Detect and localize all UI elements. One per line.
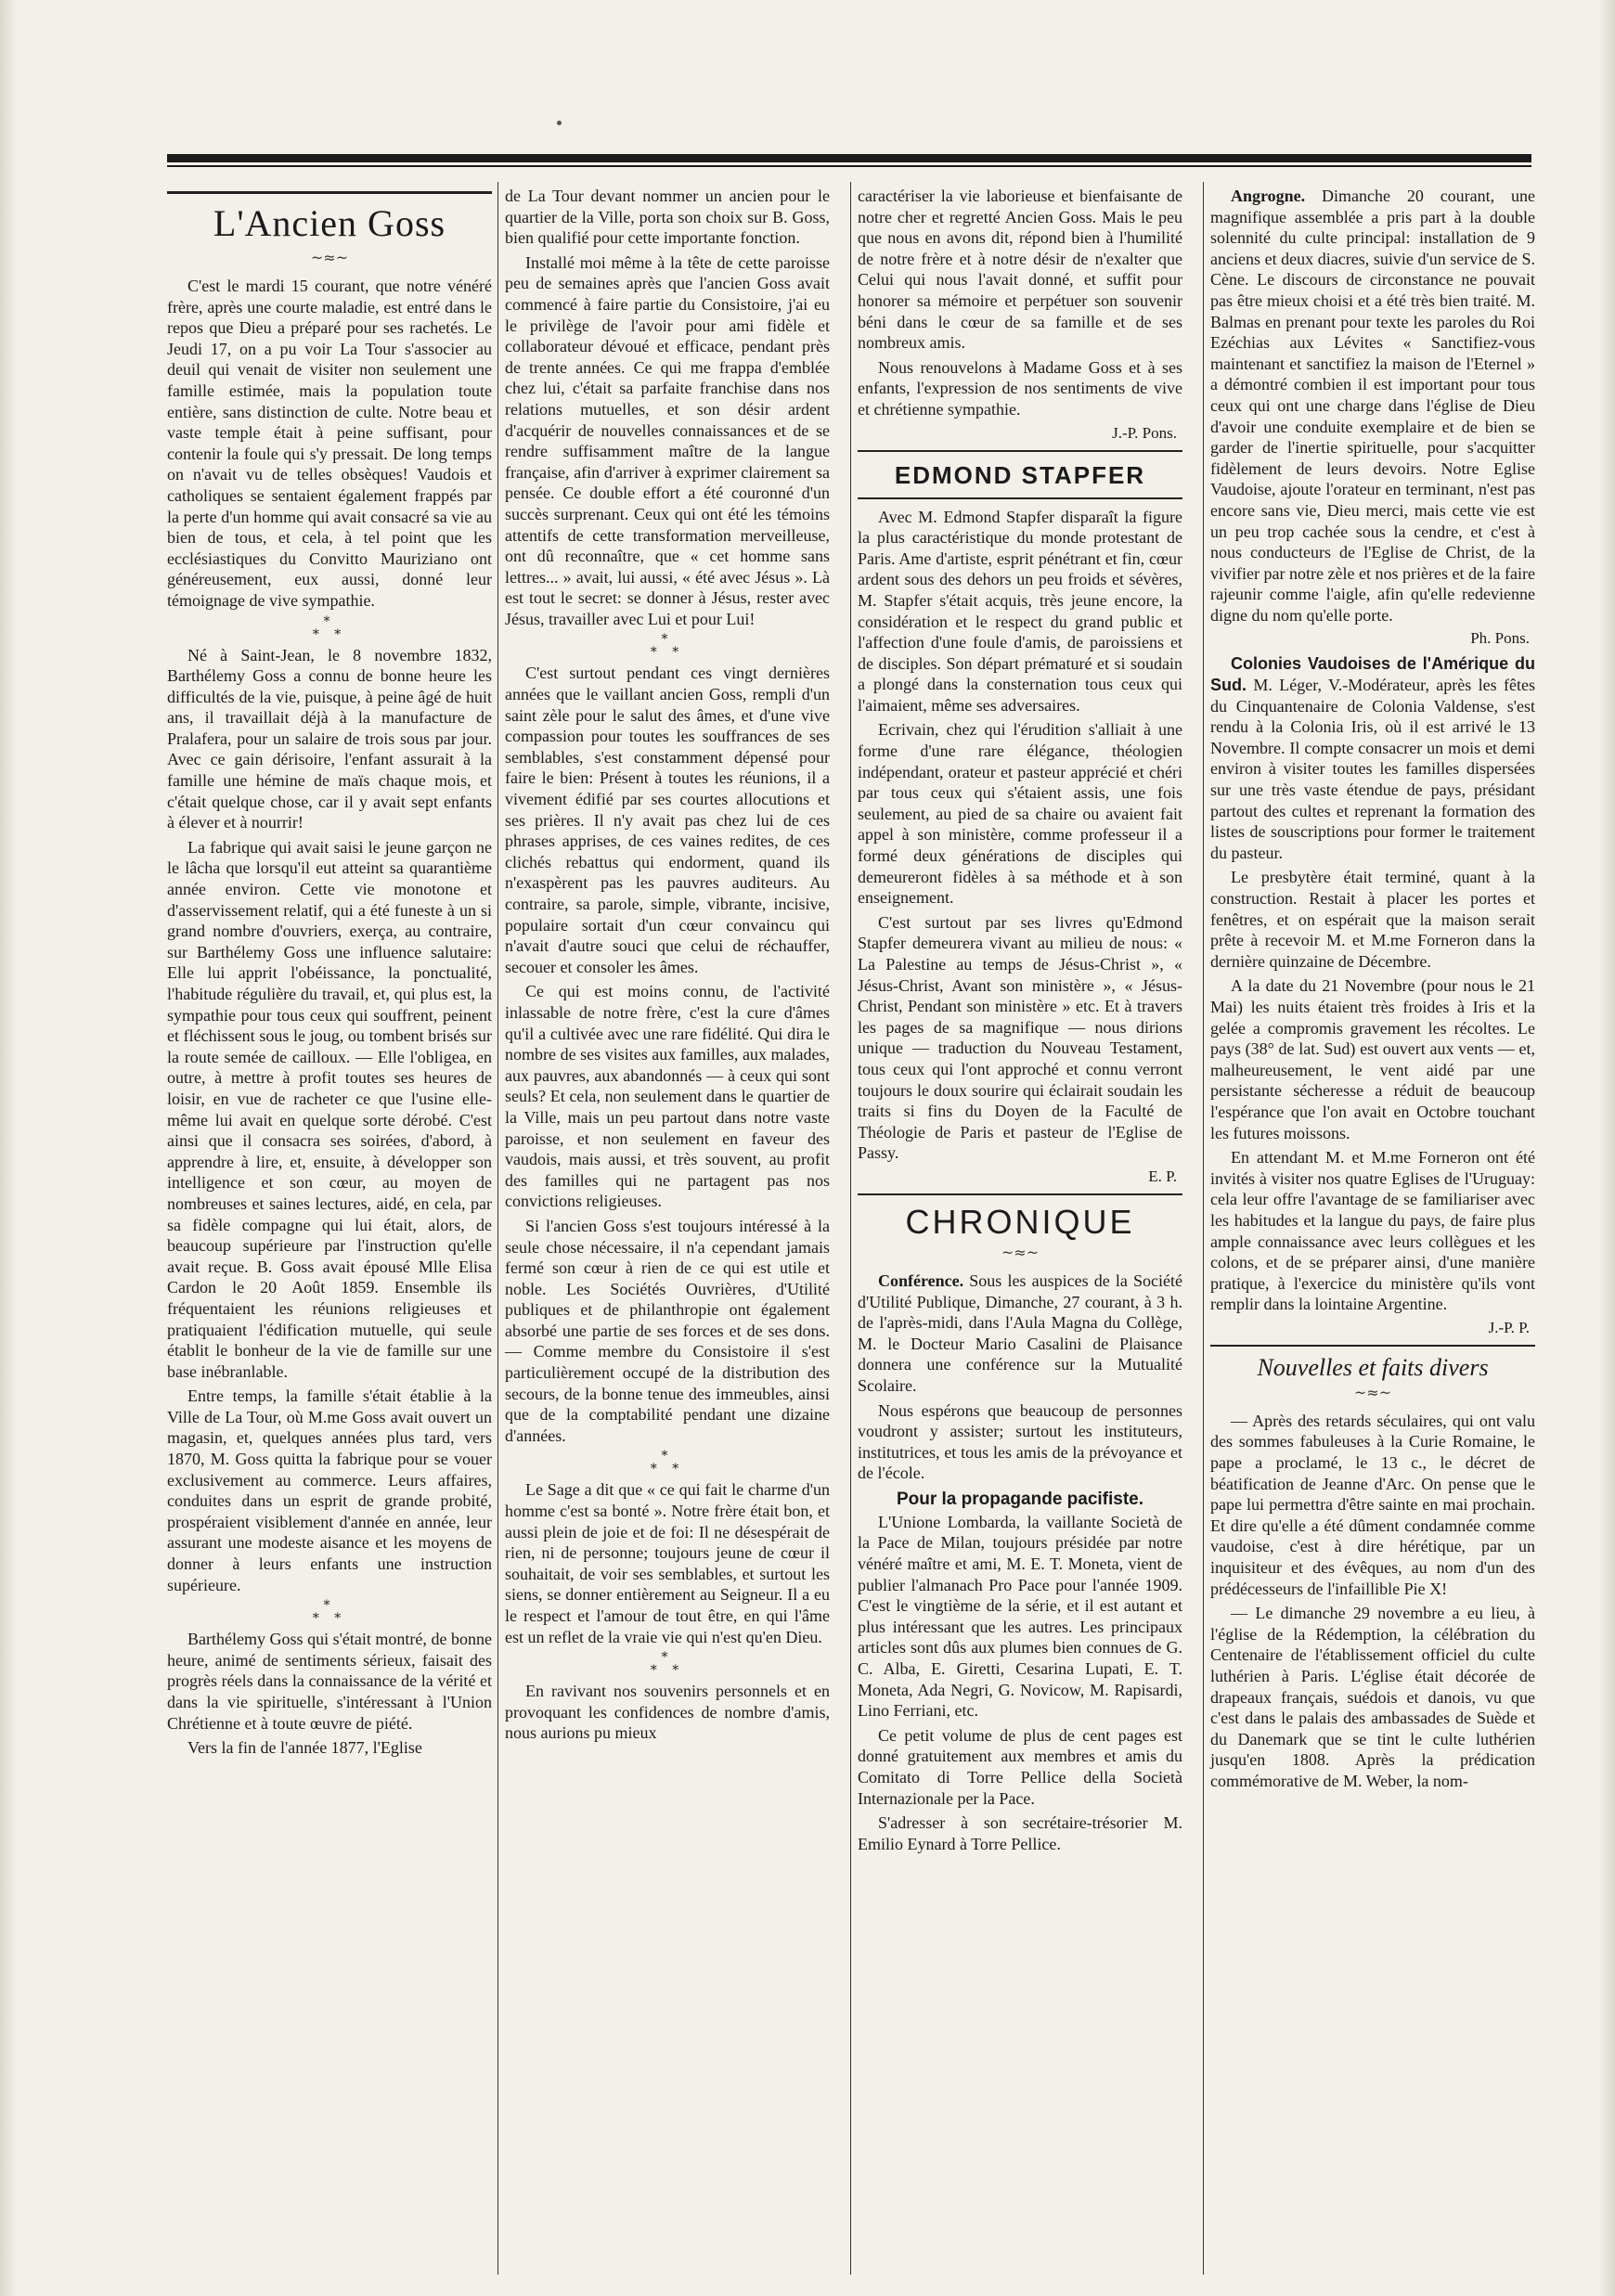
column-divider — [1203, 182, 1204, 2275]
paragraph: caractériser la vie laborieuse et bienfaisante de notre cher et regretté Ancien Goss. Mais le peu que nous en avons dit, répond bien à l'humilité de notre frère et à notre désir de n'exalter que Celui qui nous l'avait donné, et suffit pour honorer sa mémoire et perpétuer son souvenir béni dans le cœur de sa famille et de ses nombreux amis. — [858, 187, 1182, 353]
asterism: * * * — [650, 1650, 685, 1679]
asterism: * * * — [650, 1449, 685, 1477]
paragraph-text: M. Léger, V.-Modérateur, après les fêtes du Cinquantenaire de Colonia Valdense, s'est rendu à la Colonia Iris, où il est arrivé le 13 Novembre. Il compte consacrer un mois et demi environ à visiter toutes les familles dispersées sur une très vaste étendue de pays, présidant partout des cultes et reprenant la formation des listes de souscriptions pour former le traitement du pasteur. — [1210, 676, 1535, 862]
top-rule-thin — [167, 165, 1531, 167]
ink-speck — [557, 121, 562, 125]
column-divider — [850, 182, 851, 2275]
paragraph: Le presbytère était terminé, quant à la construction. Restait à placer les portes et fenêtres, et on espérait que la maison serait prête à recevoir M. et M.me Forneron dans la dernière quinzaine de Décembre. — [1210, 868, 1535, 971]
paragraph: Le Sage a dit que « ce qui fait le charme d'un homme c'est sa bonté ». Notre frère était bon, et aussi plein de joie et de foi: Il ne désespérait de rien, ni de personne; toujours jeune de cœur il souhaitait, de voir ses semblables, et surtout les siens, se donner entièrement au Seigneur. Il a eu le respect et l'amour de tout être, en qui l'âme est un reflet de la vraie vie qui n'est qu'en Dieu. — [505, 1480, 830, 1646]
page-edge-right — [1598, 0, 1615, 2296]
section-title-chronique: CHRONIQUE — [905, 1202, 1135, 1241]
page-edge-left — [0, 0, 17, 2296]
asterism: * * * — [312, 1598, 347, 1627]
paragraph: C'est le mardi 15 courant, que notre vénéré frère, après une courte maladie, est entré dans le repos que Dieu a préparé pour ses rachetés. Le Jeudi 17, on a pu voir La Tour s'associer au deuil qui venait de visiter non seulement une famille estimée, mais la population toute entière, sans distinction de culte. Notre beau et vaste temple était à peine suffisant, pour contenir la foule qui s'y pressait. De long temps on n'avait vu de telles obsèques! Vaudois et catholiques se sentaient également frappés par la perte d'un homme qui avait consacré sa vie au bien de tous, et cela, à tel point que les ecclésiastiques du Convitto Mauriziano ont généreusement, eux aussi, donné leur témoignage de vive sympathie. — [167, 277, 492, 610]
paragraph: — Le dimanche 29 novembre a eu lieu, à l'église de la Rédemption, la célébration du Centenaire de l'établissement officiel du culte luthérien à Paris. L'église était décorée de drapeaux français, suédois et danois, vu que c'est dans le palais des ambassades de Suède et du Danemark que se tint le culte luthérien jusqu'en 1808. Après la prédication commémorative de M. Weber, la nom- — [1210, 1604, 1535, 1790]
paragraph: Installé moi même à la tête de cette paroisse peu de semaines après que l'ancien Goss avait commencé à faire partie du Consistoire, j'ai eu le privilège de l'avoir pour ami fidèle et collaborateur dévoué et efficace, pendant près de trente années. Ce qui me frappa d'emblée chez lui, c'était sa parfaite franchise dans nos relations mutuelles, et son désir ardent d'acquérir de nouvelles connaissances et de se rendre suffisamment maître de la langue française, afin d'arriver à exprimer clairement sa pensée. Ce double effort a été couronné d'un succès surprenant. Ceux qui ont été les témoins attentifs de cette transformation merveilleuse, ont dû reconnaître, que « cet homme sans lettres... » avait, lui aussi, « été avec Jésus ». Là est tout le secret: se donner à Jésus, rester avec Jésus, travailler avec Lui et pour Lui! — [505, 252, 830, 628]
paragraph — [858, 1271, 1182, 1397]
paragraph: Avec M. Edmond Stapfer disparaît la figure la plus caractéristique du monde protestant de Paris. Ame d'artiste, esprit pénétrant et fin, cœur ardent sous des dehors un peu froids et sévères, M. Stapfer s'était acquis, très jeune encore, la considération et le respect du grand public et l'affection d'une foule d'amis, de paroissiens et de disciples. Son départ prématuré et si soudain a plongé dans la consternation tous ceux qui l'aimaient, même ses adversaires. — [858, 507, 1182, 715]
asterism: * * * — [312, 613, 347, 642]
paragraph: S'adresser à son secrétaire-trésorier M. Emilio Eynard à Torre Pellice. — [858, 1813, 1182, 1853]
paragraph: A la date du 21 Novembre (pour nous le 21 Mai) les nuits étaient très froides à Iris et la gelée a compromis gravement les récoltes. Le pays (38° de lat. Sud) est ouvert aux vents — et, malheureusement, le vent aidé par une persistante sécheresse a réduit de beaucoup l'espérance que l'on avait en Octobre touchant les futures moissons. — [1210, 976, 1535, 1142]
top-rule — [167, 154, 1531, 162]
section-rule — [858, 450, 1182, 452]
paragraph: C'est surtout pendant ces vingt dernières années que le vaillant ancien Goss, rempli d'un saint zèle pour le salut des âmes, et d'une vive compassion pour toutes les souffrances de ses semblables, s'est constamment dépensé pour faire le bien: Présent à toutes les réunions, il a vivement édifié par ses courtes allocutions et ses prières. Il n'y avait pas chez lui de ces phrases apprises, de ces vaines redites, de ces clichés rebattus qui endorment, quand ils n'exaspèrent pas les pauvres auditeurs. Au contraire, sa parole, simple, vibrante, incisive, populaire sortait d'un cœur convaincu qui n'avait d'autre souci que celui de réchauffer, secouer et consoler les âmes. — [505, 664, 830, 976]
column-divider — [497, 182, 498, 2275]
paragraph: En ravivant nos souvenirs personnels et en provoquant les confidences de nombre d'amis, nous aurions pu mieux — [505, 1682, 830, 1743]
paragraph: Entre temps, la famille s'était établie à la Ville de La Tour, où M.me Goss avait ouvert un magasin, et, quelques années plus tard, vers 1870, M. Goss quitta la fabrique pour se vouer exclusivement au commerce. Leurs affaires, conduites dans un esprit de grande probité, prospéraient visiblement d'année en année, leur assurant une modeste aisance et les moyens de donner à leurs enfants une instruction supérieure. — [167, 1387, 492, 1594]
paragraph: Nous espérons que beaucoup de personnes voudront y assister; surtout les instituteurs, institutrices, et tous les amis de la prévoyance et de l'école. — [858, 1400, 1182, 1483]
article-title-ancien-goss: L'Ancien Goss — [213, 202, 446, 244]
paragraph: Né à Saint-Jean, le 8 novembre 1832, Barthélemy Goss a connu de bonne heure les difficultés de la vie, puisque, à peine âgé de huit ans, il travaillait déjà à la manufacture de Pralafera, pour un salaire de trois sous par jour. Avec ce gain dérisoire, l'enfant assurait à la famille une hémine de maïs chaque mois, et c'était quelque chose, car il y avait sept enfants à élever et à nourrir! — [167, 645, 492, 832]
section-rule — [1210, 1345, 1535, 1347]
paragraph: Ce qui est moins connu, de l'activité inlassable de notre frère, c'est la cure d'âmes qu'il a cultivée avec une rare fidélité. Qui dira le nombre de ses visites aux familles, aux malades, aux pauvres, aux abandonnés — à ceux qui sont seuls? Et cela, non seulement dans le quartier de la Ville, mais un peu partout dans notre vaste paroisse, et non seulement en faveur des vaudois, mais aussi, et très souvent, au profit des familles qui ne partagent pas nos convictions religieuses. — [505, 982, 830, 1211]
paragraph: L'Unione Lombarda, la vaillante Società de la Pace de Milan, toujours présidée par notre vénéré maître et ami, M. E. T. Moneta, vient de publier l'almanach Pro Pace pour l'année 1909. C'est le vingtième de la série, et il est autant et plus intéressant que les autres. Les principaux articles sont dûs aux plumes bien connues de G. C. Alba, E. Giretti, Cesarina Lupati, E. T. Moneta, Ada Negri, G. Novicow, M. Rapisardi, Lino Ferriani, etc. — [858, 1512, 1182, 1721]
title-ornament: ~≈~ — [310, 249, 349, 266]
signature: Ph. Pons. — [1470, 629, 1530, 648]
run-in-title: Colonies Vaudoises de l'Amérique du Sud. — [1210, 654, 1535, 695]
paragraph: En attendant M. et M.me Forneron ont été invités à visiter nos quatre Eglises de l'Uruguay: cela leur offre l'avantage de se familiariser avec les habitudes et la langue du pays, de faire plus ample connaissance avec leurs collègues et les colons, et de se préparer ainsi, d'une manière pratique, à l'exercice du ministère qu'ils vont remplir dans la lointaine Argentine. — [1210, 1148, 1535, 1314]
paragraph: La fabrique qui avait saisi le jeune garçon ne le lâcha que lorsqu'il eut atteint sa quarantième année environ. Cette vie monotone et d'asservissement relatif, qui a été funeste à un si grand nombre d'ouvriers, exerça, au contraire, sur Barthélemy Goss une influence salutaire: Elle lui apprit l'obéissance, la ponctualité, l'habitude régulière du travail, et, qui plus est, la sympathie pour tous ceux qui souffrent, peinent et fléchissent sous le joug, ou tombent brisés sur la route semée de cailloux. — Elle l'obligea, en outre, à mettre à profit toutes ses heures de loisir, en vue de racheter ce que l'usine elle-même lui avait en quelque sorte dérobé. C'est ainsi que il consacra ses soirées, d'abord, à apprendre à lire, et, ensuite, à développer son intelligence et son cœur, au moyen de nombreuses et saines lectures, aidé, en cela, par sa fidèle compagne qui lui était, alors, de beaucoup supérieure par l'instruction qu'elle avait reçue. B. Goss avait épousé Mlle Elisa Cardon le 20 Août 1859. Ensemble ils fréquentaient les réunions religieuses et pratiquaient l'édification mutuelle, qui seule établit le bonheur de la vie de famille sur une base inébranlable. — [167, 837, 492, 1381]
subsection-title-pacifiste: Pour la propagande pacifiste. — [896, 1489, 1144, 1509]
paragraph: Ecrivain, chez qui l'érudition s'alliait à une forme d'une rare élégance, théologien indépendant, orateur et pasteur apprécié et chéri par tous ceux qui s'étaient assis, une fois seulement, au pied de sa chaire ou avaient fait appel à son ministère, comme professeur il a formé deux générations de disciples qui demeureront fidèles à sa méthode et à son enseignement. — [858, 720, 1182, 908]
signature: J.-P. Pons. — [1112, 423, 1177, 442]
title-ornament: ~≈~ — [1001, 1243, 1040, 1261]
section-title-nouvelles: Nouvelles et faits divers — [1257, 1353, 1489, 1381]
run-in-title: Conférence. — [878, 1271, 964, 1290]
signature: J.-P. P. — [1488, 1318, 1530, 1336]
paragraph: C'est surtout par ses livres qu'Edmond Stapfer demeurera vivant au milieu de nous: « La Palestine au temps de Jésus-Christ », « Jésus-Christ, Avant son ministère », « Jésus-Christ, Pendant son ministère » etc. Et à travers les pages de sa magnifique — nous dirions unique — traduction du Nouveau Testament, tous ceux qui l'ont approché et connu verront toujours le doux sourire qui éclairait soudain les traits si fins du Doyen de la Faculté de Théologie de Paris et pasteur de l'Eglise de Passy. — [858, 912, 1182, 1163]
paragraph: Nous renouvelons à Madame Goss et à ses enfants, l'expression de nos sentiments de vive et chrétienne sympathie. — [858, 357, 1182, 419]
run-in-title: Angrogne. — [1231, 187, 1306, 205]
title-ornament: ~≈~ — [1353, 1383, 1392, 1401]
paragraph: — Après des retards séculaires, qui ont valu des sommes fabuleuses à la Curie Romaine, le pape a proclamé, le 13 c., le décret de béatification de Jeanne d'Arc. On pense que le pape lui permettra d'être sainte en mai prochain. Et dire qu'elle a été dûment condamnée comme vaudoise, c'est à dire hérétique, par un inquisiteur et des évêques, au nom d'un des prédécesseurs de l'infaillible Pie X! — [1210, 1411, 1535, 1598]
column-2 — [505, 186, 830, 1748]
paragraph: Barthélemy Goss qui s'était montré, de bonne heure, animé de sentiments sérieux, faisait des progrès réels dans la connaissance de la vérité et dans la vie spirituelle, s'intéressant à l'Union Chrétienne et à toute œuvre de piété. — [167, 1630, 492, 1733]
section-rule — [858, 497, 1182, 499]
paragraph: de La Tour devant nommer un ancien pour le quartier de la Ville, porta son choix sur B. Goss, bien qualifié pour cette importante fonction. — [505, 187, 830, 248]
section-rule — [858, 1193, 1182, 1195]
paragraph: Vers la fin de l'année 1877, l'Eglise — [187, 1738, 422, 1758]
column-1 — [167, 186, 492, 1762]
title-rule — [167, 191, 492, 194]
asterism: * * * — [650, 632, 685, 661]
column-3 — [858, 186, 1182, 1858]
signature: E. P. — [1148, 1167, 1177, 1185]
paragraph-text: Dimanche 20 courant, une magnifique assemblée a pris part à la double solennité du culte principal: installation de 9 anciens et deux diacres, suivie d'un service de S. Cène. Le discours de circonstance ne pouvait pas être mieux choisi et a été très bien traité. M. Balmas en prenant pour texte les paroles du Roi Ezéchias aux Lévites « Sanctifiez-vous maintenant et sanctifiez la maison de l'Eternel » a démontré combien il est important pour tous ceux qui ont une charge dans l'église de Dieu d'avoir une conduite exemplaire et de bien se garder de l'inertie spirituelle, pour s'acquitter fidèlement de leurs devoirs. Notre Eglise Vaudoise, ajoute l'orateur en terminant, n'est pas encore sans vie, Dieu merci, mais cette vie est un peu trop cachée sous la cendre, et c'est à nous conducteurs de l'Eglise de Christ, de la vivifier par notre zèle et nos prières et de la faire rajeunir comme l'aigle, afin qu'elle redevienne digne du nom qu'elle porte. — [1210, 187, 1535, 625]
article-title-stapfer: EDMOND STAPFER — [894, 460, 1146, 489]
column-4 — [1210, 186, 1535, 1796]
paragraph — [1210, 186, 1535, 626]
paragraph: Ce petit volume de plus de cent pages est donné gratuitement aux membres et amis du Comitato di Torre Pellice della Società Internazionale per la Pace. — [858, 1725, 1182, 1808]
paragraph: Si l'ancien Goss s'est toujours intéressé à la seule chose nécessaire, il n'a cependant jamais fermé son cœur à rien de ce qui est utile et noble. Les Sociétés Ouvrières, d'Utilité publiques et de philanthropie ont également absorbé une partie de ses forces et de ses dons. — Comme membre du Consistoire il s'est particulièrement occupé de la distribution des secours, de la bonne tenue des immeubles, ainsi que de la comptabilité pendant une dizaine d'années. — [505, 1216, 830, 1445]
paragraph — [1210, 653, 1535, 863]
paragraph-text: Sous les auspices de la Société d'Utilité Publique, Dimanche, 27 courant, à 3 h. de l'après-midi, dans l'Aula Magna du Collège, M. le Docteur Mario Casalini de Plaisance donnera une conférence sur la Mutualité Scolaire. — [858, 1271, 1182, 1395]
